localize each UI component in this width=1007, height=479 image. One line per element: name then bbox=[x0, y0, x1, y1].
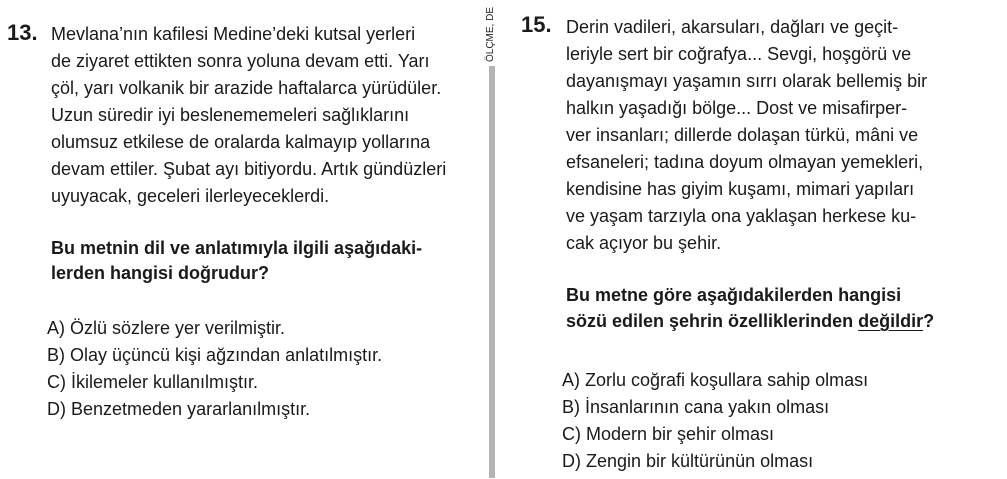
passage-line: efsaneleri; tadına doyum olmayan yemekleri, bbox=[566, 152, 924, 172]
option-b[interactable]: B) Olay üçüncü kişi ağzından anlatılmıştır. bbox=[47, 345, 383, 365]
question-stem: Bu metne göre aşağıdakilerden hangisi bbox=[566, 285, 902, 305]
option-a[interactable]: A) Zorlu coğrafi koşullara sahip olması bbox=[562, 370, 869, 390]
passage-line: cak açıyor bu şehir. bbox=[566, 233, 722, 253]
passage-line: çöl, yarı volkanik bir arazide haftalarca yürüdüler. bbox=[51, 78, 442, 98]
passage-line: dayanışmayı yaşamın sırrı olarak bellemiş bir bbox=[566, 71, 928, 91]
question-stem: lerden hangisi doğrudur? bbox=[51, 263, 270, 283]
question-number: 13. bbox=[7, 20, 38, 45]
passage-line: ve yaşam tarzıyla ona yaklaşan herkese ku- bbox=[566, 206, 917, 226]
question-mark: ? bbox=[923, 311, 935, 331]
passage-line: Uzun süredir iyi beslenememeleri sağlıklarını bbox=[51, 105, 410, 125]
passage-line: Derin vadileri, akarsuları, dağları ve geçit- bbox=[566, 17, 899, 37]
option-d[interactable]: D) Benzetmeden yararlanılmıştır. bbox=[47, 399, 311, 419]
side-label: ÖLÇME, DE bbox=[485, 6, 496, 62]
passage-line: leriyle sert bir coğrafya... Sevgi, hoşgörü ve bbox=[566, 44, 912, 64]
option-c[interactable]: C) İkilemeler kullanılmıştır. bbox=[47, 372, 259, 392]
passage-line: halkın yaşadığı bölge... Dost ve misafirper- bbox=[566, 98, 908, 118]
question-stem-text: sözü edilen şehrin özelliklerinden bbox=[566, 311, 859, 331]
passage-line: uyuyacak, geceleri ilerleyeceklerdi. bbox=[51, 186, 330, 206]
passage-line: devam ettiler. Şubat ayı bitiyordu. Artık gündüzleri bbox=[51, 159, 447, 179]
passage-line: ver insanları; dillerde dolaşan türkü, mâni ve bbox=[566, 125, 919, 145]
passage-line: de ziyaret ettikten sonra yoluna devam etti. Yarı bbox=[51, 51, 430, 71]
option-d[interactable]: D) Zengin bir kültürünün olması bbox=[562, 451, 814, 471]
passage-line: olumsuz etkilese de oralarda kalmayıp yollarına bbox=[51, 132, 431, 152]
option-c[interactable]: C) Modern bir şehir olması bbox=[562, 424, 775, 444]
question-stem bbox=[566, 310, 934, 332]
emphasis-negative: değildir bbox=[858, 311, 924, 331]
question-number: 15. bbox=[521, 12, 552, 37]
passage-line: Mevlana’nın kafilesi Medine’deki kutsal yerleri bbox=[51, 24, 416, 44]
column-divider bbox=[489, 66, 495, 478]
option-b[interactable]: B) İnsanlarının cana yakın olması bbox=[562, 397, 830, 417]
question-stem: Bu metnin dil ve anlatımıyla ilgili aşağıdaki- bbox=[51, 238, 423, 258]
passage-line: kendisine has giyim kuşamı, mimari yapıları bbox=[566, 179, 915, 199]
option-a[interactable]: A) Özlü sözlere yer verilmiştir. bbox=[47, 318, 286, 338]
